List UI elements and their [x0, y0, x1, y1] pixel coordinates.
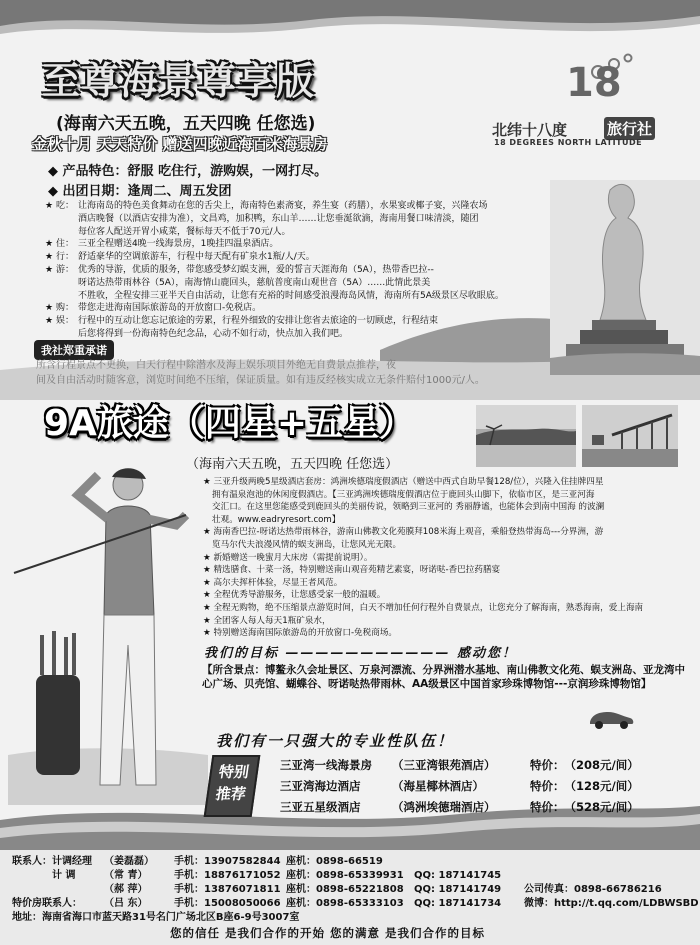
- feature-line: 不胜收，全程安排三亚半天自由活动，让您有充裕的时间感受浪漫海岛风情，海南所有5A级景区尽收眼底。: [78, 290, 504, 301]
- tour-item: 交汇口。在这里您能感受到鹿回头的美丽传说，领略到三亚河的 秀丽静谧，也能体会到南中国海 的波澜: [212, 502, 605, 513]
- star-bullet-icon: ★: [203, 552, 214, 563]
- tour-item: ★ 全程优秀导游服务，让您感受家一般的温暖。: [203, 590, 386, 601]
- highlight-features: [48, 160, 327, 179]
- feature-line: ★ 住： 三亚全程赠送4晚一线海景房，1晚挂四温泉酒店。: [45, 239, 279, 250]
- guanyin-statue-image: [550, 180, 700, 375]
- vintage-car-icon: [586, 706, 636, 730]
- star-bullet-icon: ★: [203, 590, 214, 601]
- promise-text: [36, 358, 556, 388]
- logo-tag: 旅行社: [604, 117, 655, 140]
- contact-row: [12, 869, 524, 883]
- star-bullet-icon: ★: [45, 201, 56, 211]
- contact-phone: 座机：0898-65339931: [286, 870, 404, 881]
- company-fax: 公司传真：0898-66786216: [524, 884, 662, 895]
- contact-phone: 座机：0898-65333103: [286, 898, 404, 909]
- feature-line: 呀诺达热带雨林谷（5A），南海情山鹿回头，慈航普度南山观世音（5A）……此情此景美: [78, 277, 431, 288]
- star-bullet-icon: ★: [45, 316, 56, 327]
- feature-list: [45, 200, 565, 341]
- feature-line: ★ 游： 优秀的导游，优质的服务，带您感受梦幻蜈支洲，爱的誓言天涯海角（5A），热带香巴拉--: [45, 264, 434, 275]
- contact-qq: QQ: 187141734: [414, 898, 502, 909]
- promise-tag: 我社郑重承诺: [34, 340, 114, 360]
- promo-banner: 金秋十月 天天特价 赠送四晚近海百米海景房: [32, 135, 328, 153]
- star-bullet-icon: ★: [45, 303, 56, 314]
- hotel-row: [280, 757, 639, 773]
- price-label: 特价：: [530, 800, 565, 814]
- contact-phone: 座机：0898-65221808: [286, 884, 404, 895]
- goal-slogan: 我们的目标 ——————————— 感动您！: [204, 646, 518, 661]
- feature-line: ★ 吃： 让海南岛的特色美食舞动在您的舌尖上，海南特色素斋宴，养生宴（药膳），水果宴或椰子宴，兴隆农场: [45, 201, 488, 211]
- highlight-value: 舒服 吃住行，游购娱，一网打尽。: [127, 164, 328, 179]
- contact-row: [12, 855, 414, 869]
- tour-item: ★ 海南香巴拉-呀诺达热带雨林谷，游南山佛教文化苑膜拜108米海上观音，乘船登热带海岛---分界洲，游: [203, 527, 604, 538]
- tour-item: ★ 精选膳食、十菜一汤，特别赠送南山观音苑精艺素宴，呀诺哒-香巴拉药膳宴: [203, 565, 501, 576]
- promise-line: 所含行程景点不更换，白天行程中除潜水及海上娱乐项目外绝无自费景点推荐，夜: [36, 360, 396, 371]
- feature-line: ★ 娱： 行程中的互动让您忘记旅途的劳累，行程外细致的安排让您省去旅途的一切顾虑，行程结束: [45, 316, 438, 327]
- star-bullet-icon: ★: [203, 628, 214, 639]
- hotel-type: 三亚湾一线海景房: [280, 758, 372, 772]
- included-attractions: 【所含景点：博鳌永久会址景区、万泉河漂流、分界洲潜水基地、南山佛教文化苑、蜈支洲岛、亚龙湾中心广场、贝壳馆、蝴蝶谷、呀诺哒热带雨林、AA级景区中国首家珍珠博物馆---京润珍珠博物馆】: [202, 664, 685, 690]
- contact-mobile: 手机：15008050066: [174, 898, 281, 909]
- hotel-row: [280, 778, 639, 794]
- special-recommend-badge: [204, 755, 261, 817]
- tour-item: 壮观。www.eadryresort.com】: [212, 514, 341, 525]
- special-line: 推荐: [214, 785, 248, 803]
- special-line: 特别: [217, 763, 251, 781]
- star-bullet-icon: ★: [203, 477, 214, 487]
- golfer-image: [8, 455, 208, 805]
- hotel-name: （鸿洲埃德瑞酒店）: [392, 800, 496, 814]
- contact-row: [12, 883, 662, 897]
- tour-items-list: [203, 476, 687, 640]
- contact-mobile: 手机：13907582844: [174, 856, 281, 867]
- contact-qq: QQ: 187141749: [414, 884, 502, 895]
- feature-line: 每位客人配送开胃小咸菜，餐标每天不低于70元/人。: [78, 226, 291, 237]
- tour-item: 拥有温泉泡池的休闲度假酒店。【三亚鸿洲埃德瑞度假酒店位于鹿回头山脚下，依临市区，是三亚河海: [212, 489, 595, 500]
- contact-name: （常 青）: [104, 870, 148, 881]
- contact-row: [12, 897, 699, 911]
- star-bullet-icon: ★: [203, 602, 214, 613]
- feature-line: 酒店晚餐（以酒店安排为准），文昌鸡，加积鸭，东山羊……让您垂涎欲滴，海南用餐口味清淡，随团: [78, 213, 479, 224]
- contact-name: （姜磊磊）: [104, 856, 154, 867]
- contact-role: 特价房联系人：: [12, 898, 82, 909]
- logo-english-name: 18 DEGREES NORTH LATITUDE: [494, 138, 643, 147]
- company-address: 地址：海南省海口市蓝天路31号名门广场北区B座6-9号3007室: [12, 912, 300, 923]
- hotel-type: 三亚五星级酒店: [280, 800, 361, 814]
- company-weibo-link[interactable]: 微博：http://t.qq.com/LDBWSBD: [524, 898, 699, 909]
- star-bullet-icon: ★: [45, 264, 56, 275]
- hotel-price: （208元/间）: [564, 758, 639, 772]
- diamond-bullet-icon: ◆: [48, 164, 63, 179]
- feature-line: 后您将得到一份海南特色纪念品，心动不如行动，快点加入我们吧。: [78, 328, 349, 339]
- feature-line: ★ 购： 带您走进海南国际旅游岛的开放窗口-免税店。: [45, 303, 262, 314]
- highlight-value: 逢周二、周五发团: [127, 184, 232, 199]
- logo-name: 北纬十八度: [492, 121, 568, 139]
- footer-slogan: 您的信任 是我们合作的开始 您的满意 是我们合作的目标: [170, 926, 486, 940]
- price-label: 特价：: [530, 758, 565, 772]
- contact-mobile: 手机：13876071811: [174, 884, 281, 895]
- contact-name: （吕 东）: [104, 898, 148, 909]
- tour-item: ★ 三亚升级两晚5星级酒店套房：鸿洲埃德瑞度假酒店（赠送中西式自助早餐128/位），兴隆入住挂牌四星: [203, 477, 604, 487]
- page-subtitle: (海南六天五晚，五天四晚 任您选): [56, 114, 316, 134]
- section2-subtitle: （海南六天五晚，五天四晚 任您选）: [186, 457, 399, 472]
- star-bullet-icon: ★: [45, 252, 56, 263]
- contact-mobile: 手机：18876171052: [174, 870, 281, 881]
- highlight-label: 出团日期：: [62, 184, 128, 199]
- feature-line: ★ 行： 舒适豪华的空调旅游车，行程中每天配有矿泉水1瓶/人/天。: [45, 252, 315, 263]
- promise-line: 间及自由活动时随客意，浏览时间绝不压缩，保证质量。如有违反经核实成立无条件赔付1000元/人。: [36, 375, 485, 386]
- tour-item: ★ 全团客人每人每天1瓶矿泉水，: [203, 615, 331, 626]
- star-bullet-icon: ★: [203, 615, 214, 626]
- diamond-bullet-icon: ◆: [48, 184, 63, 199]
- highlight-dates: [48, 180, 232, 199]
- hotel-row: [280, 799, 639, 815]
- star-bullet-icon: ★: [203, 577, 214, 588]
- highlight-label: 产品特色：: [62, 164, 128, 179]
- logo-number: 18: [566, 60, 622, 106]
- price-label: 特价：: [530, 779, 565, 793]
- hotel-name: （三亚湾银苑酒店）: [392, 758, 496, 772]
- star-bullet-icon: ★: [203, 565, 214, 576]
- tour-item: ★ 高尔夫挥杆体验，尽显王者风范。: [203, 577, 343, 588]
- hotel-price: （528元/间）: [564, 800, 639, 814]
- hotel-name: （海星椰林酒店）: [392, 779, 484, 793]
- star-bullet-icon: ★: [203, 527, 214, 538]
- tour-item: 览马尔代夫浪漫风情的蜈支洲岛，让您风光无限。: [212, 539, 402, 550]
- bridge-photo: [582, 405, 678, 467]
- contact-qq: QQ: 187141745: [414, 870, 502, 881]
- page-title: 至尊海景尊享版: [42, 59, 316, 103]
- contact-role: 联系人：计调经理: [12, 856, 92, 867]
- beach-photo: [476, 405, 576, 467]
- hotel-type: 三亚湾海边酒店: [280, 779, 361, 793]
- hotel-price: （128元/间）: [564, 779, 639, 793]
- tour-item: ★ 全程无购物，绝不压缩景点游览时间，白天不增加任何行程外自费景点，让您充分了解海南，熟悉海南，爱上海南: [203, 602, 644, 613]
- star-bullet-icon: ★: [45, 239, 56, 250]
- contact-phone: 座机：0898-66519: [286, 856, 383, 867]
- contact-role: 计 调: [52, 870, 76, 881]
- section2-title: 9A旅途（四星+五星）: [44, 403, 416, 444]
- tour-item: ★ 特别赠送海南国际旅游岛的开放窗口-免税商场。: [203, 628, 398, 639]
- contact-name: （郝 萍）: [104, 884, 148, 895]
- team-slogan: 我们有一只强大的专业性队伍！: [216, 732, 455, 750]
- tour-item: ★ 新婚赠送一晚蜜月大床房（需提前说明）。: [203, 552, 373, 563]
